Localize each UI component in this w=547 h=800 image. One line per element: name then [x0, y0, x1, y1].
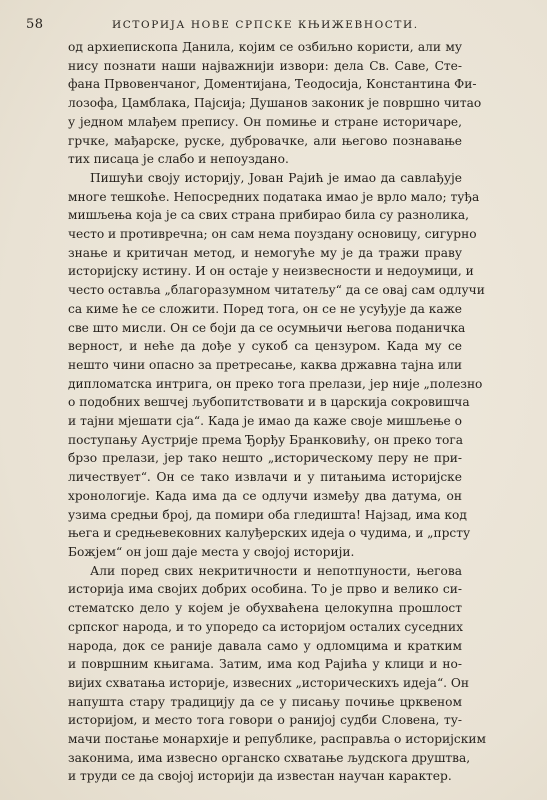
text-line: историјом, и место тога говори о ранијој судби Словена, ту-	[68, 713, 462, 728]
text-line: често оставља „благоразумном читатељу“ да се овај сам одлучи	[68, 283, 485, 298]
text-line: личествует“. Он се тако извлачи и у питањима историјске	[68, 470, 462, 485]
text-line: фана Првовенчаног, Доментијана, Теодосија, Константина Фи-	[68, 77, 477, 92]
text-line: српског народа, и то упоредо са историјом осталих суседних	[68, 619, 463, 634]
text-line: мачи постање монархије и републике, расправља о историјским	[68, 732, 486, 747]
text-line: вијих схватања историје, извесних „историческихъ идеја“. Он	[68, 675, 470, 690]
text-line: знање и критичан метод, и немогуће му је да тражи праву	[68, 245, 462, 260]
text-line: о подобних вешчеј љубопитствовати и в царскија сокровишча	[68, 395, 470, 410]
text-line: Божјем“ он још даје места у својој историји.	[68, 544, 355, 559]
text-line: стематско дело у којем је обухваћена целокупна прошлост	[68, 601, 462, 616]
text-line: узима средњи број, да помири оба гледишта! Најзад, има код	[68, 507, 467, 522]
text-line: њега и средњевековних калуђерских идеја о чудима, и „прсту	[68, 526, 471, 541]
text-line: хронологије. Када има да се одлучи између два датума, он	[68, 488, 462, 503]
text-line: нису познати наши најважнији извори: дела Св. Саве, Сте-	[68, 58, 462, 73]
text-line: дипломатска интрига, он преко тога прелази, јер није „полезно	[68, 376, 483, 391]
paragraph	[68, 562, 486, 786]
text-line: народа, док се раније давала само у одломцима и кратким	[68, 638, 462, 653]
text-line: и површним књигама. Затим, има код Рајића у клици и но-	[68, 657, 462, 672]
text-line: са киме ће се сложити. Поред тога, он се не усуђује да каже	[68, 301, 463, 316]
text-line: историја има својих добрих особина. То је прво и велико си-	[68, 582, 462, 597]
text-line: у једном млађем препису. Он помиње и стране историчаре,	[68, 114, 462, 129]
text-line: верност, и неће да дође у сукоб са цензуром. Када му се	[68, 339, 462, 354]
text-line: мишљења која је са свих страна прибирао била су разнолика,	[68, 208, 470, 223]
text-line: све што мисли. Он се боји да се осумњичи његова поданичка	[68, 320, 466, 335]
text-line: законима, има извесно органско схватање људскога друштва,	[68, 750, 471, 765]
text-line: многе тешкоће. Непосредних података имао је врло мало; туђа	[68, 189, 480, 204]
text-line: и тајни мјешати сја“. Када је имао да каже своје мишљење о	[68, 414, 462, 429]
text-line: лозофа, Цамблака, Пајсија; Душанов законик је површно читао	[68, 96, 482, 111]
body-text	[68, 38, 486, 786]
text-line: брзо прелази, јер тако нешто „историческому перу не при-	[68, 451, 462, 466]
text-line: тих писаца је слабо и непоуздано.	[68, 152, 289, 167]
text-line: Али поред свих некритичности и непотпуности, његова	[90, 563, 462, 578]
text-line: поступању Аустрије према Ђорђу Бранковићу, он преко тога	[68, 432, 464, 447]
text-line: напушта стару традицију да се у писању почиње црквеном	[68, 694, 462, 709]
text-line: и труди се да својој историји да известан научан карактер.	[68, 769, 452, 784]
paragraph	[68, 38, 482, 169]
text-line: често и противречна; он сам нема поуздану основицу, сигурно	[68, 227, 477, 242]
text-line: од архиепископа Данила, којим се озбиљно користи, али му	[68, 40, 462, 54]
page-number: 58	[26, 17, 44, 32]
text-line: Пишући своју историју, Јован Рајић је имао да савлађује	[90, 170, 462, 185]
text-line: историјску истину. И он остаје у неизвесности и недоумици, и	[68, 264, 474, 279]
running-title: ИСТОРИЈА НОВЕ СРПСКЕ КЊИЖЕВНОСТИ.	[112, 19, 419, 31]
paragraph	[68, 169, 485, 562]
text-line: нешто чини опасно за претресање, каква државна тајна или	[68, 357, 462, 372]
text-line: грчке, мађарске, руске, дубровачке, али његово познавање	[68, 133, 462, 148]
